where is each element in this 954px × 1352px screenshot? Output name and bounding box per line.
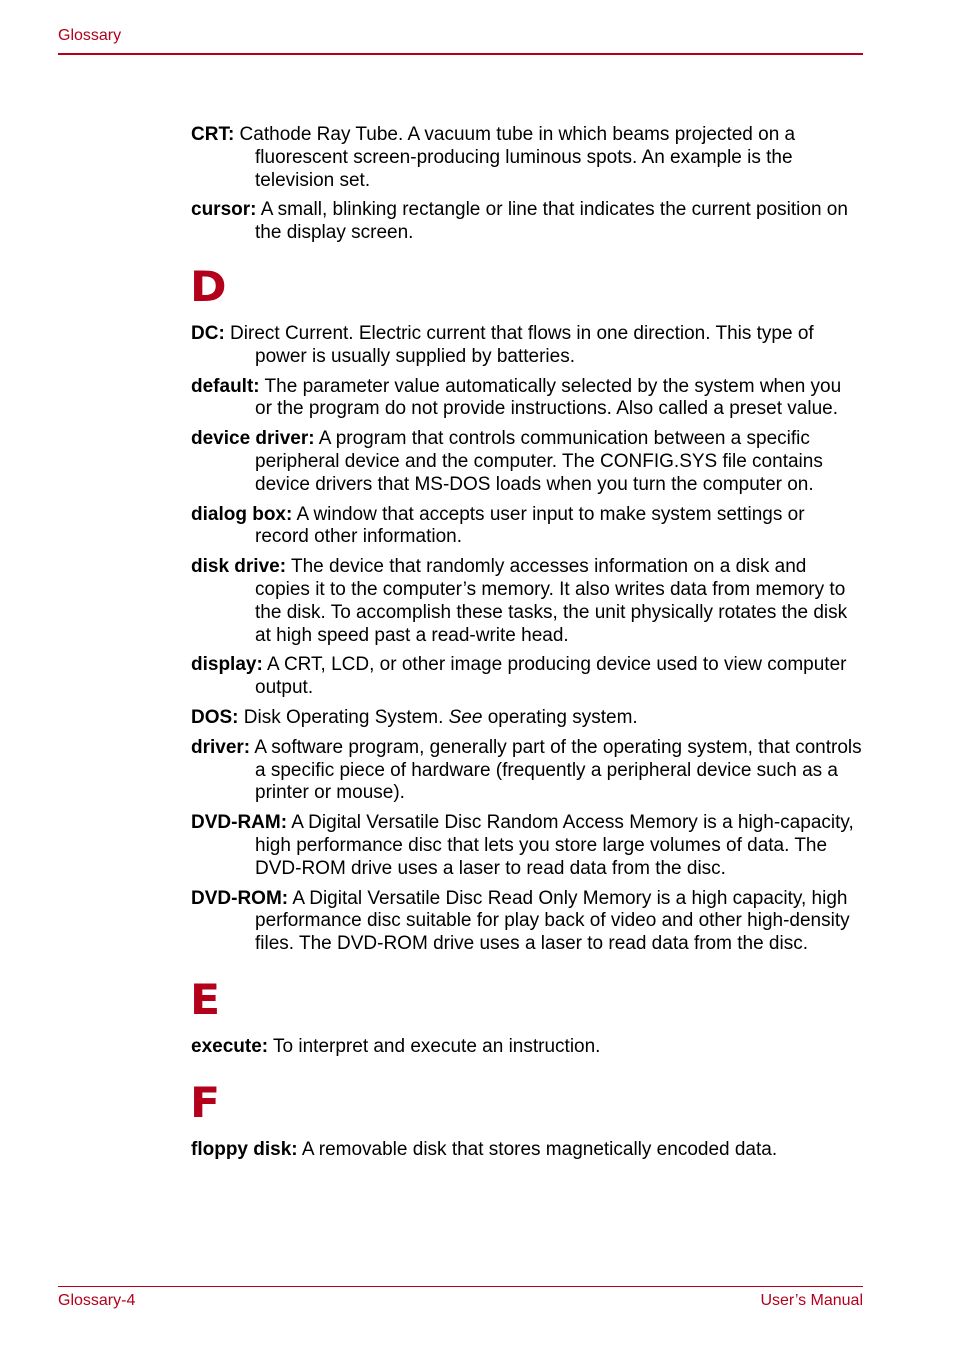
glossary-entry-display	[191, 654, 863, 700]
footer-rule	[58, 1286, 863, 1287]
section-letter-d: D	[190, 261, 227, 311]
glossary-entry-disk-drive	[191, 556, 863, 647]
glossary-definition: Direct Current. Electric current that flows in one direction. This type of power is usually supplied by batteries.	[224, 322, 814, 367]
glossary-term: dialog box:	[191, 503, 293, 525]
glossary-term: DVD-ROM:	[191, 887, 289, 909]
glossary-definition: A small, blinking rectangle or line that indicates the current position on the display screen.	[255, 199, 848, 244]
header-rule	[58, 53, 863, 55]
glossary-entry-floppy-disk	[191, 1139, 863, 1162]
glossary-entry-execute	[191, 1036, 863, 1059]
footer-page-number: Glossary-4	[58, 1292, 136, 1309]
glossary-definition: A software program, generally part of the operating system, that controls a specific piece of hardware (frequently a peripheral device such as a printer or mouse).	[250, 736, 862, 804]
glossary-definition: To interpret and execute an instruction.	[268, 1035, 601, 1057]
glossary-term: CRT:	[191, 124, 235, 145]
glossary-definition: A Digital Versatile Disc Random Access Memory is a high-capacity, high performance disc that lets you store large volumes of data. The DVD-ROM drive uses a laser to read data from the disc.	[255, 812, 854, 879]
glossary-entry-dos	[191, 707, 863, 730]
glossary-definition: Cathode Ray Tube. A vacuum tube in which beams projected on a fluorescent screen-producing luminous spots. An example is the television set.	[234, 124, 796, 191]
glossary-term: execute:	[191, 1035, 269, 1057]
glossary-content	[191, 124, 863, 1169]
glossary-entry-crt	[191, 124, 863, 192]
glossary-definition: A program that controls communication between a specific peripheral device and the computer. The CONFIG.SYS file contains device drivers that MS-DOS loads when you turn the computer on.	[255, 428, 823, 495]
glossary-term: default:	[191, 375, 260, 397]
glossary-definition: Disk Operating System.	[238, 706, 449, 728]
glossary-term: DVD-RAM:	[191, 812, 288, 834]
glossary-term: disk drive:	[191, 556, 287, 578]
glossary-entry-dvd-rom	[191, 888, 863, 956]
glossary-entry-dc	[191, 323, 863, 369]
glossary-definition: A CRT, LCD, or other image producing device used to view computer output.	[255, 654, 847, 699]
glossary-term: display:	[191, 654, 263, 676]
see-reference: See	[448, 706, 483, 728]
glossary-definition: The parameter value automatically selected by the system when you or the program do not provide instructions. Also called a preset value.	[255, 375, 842, 420]
glossary-term: floppy disk:	[191, 1138, 298, 1160]
glossary-entry-dvd-ram	[191, 812, 863, 880]
glossary-definition: The device that randomly accesses information on a disk and copies it to the computer’s memory. It also writes data from memory to the disk. To accomplish these tasks, the unit physically rotates the disk at high speed past a read-write head.	[255, 556, 848, 646]
glossary-entry-default	[191, 376, 863, 422]
glossary-definition: A window that accepts user input to make system settings or record other information.	[255, 503, 805, 548]
glossary-definition: A Digital Versatile Disc Read Only Memory is a high capacity, high performance disc suitable for play back of video and other high-density files. The DVD-ROM drive uses a laser to read data from the disc.	[255, 887, 850, 955]
glossary-term: DC:	[191, 322, 225, 344]
glossary-entry-driver	[191, 737, 863, 805]
section-letter-e: E	[190, 974, 221, 1024]
glossary-term: cursor:	[191, 199, 257, 221]
glossary-term: device driver:	[191, 428, 315, 450]
glossary-term: DOS:	[191, 706, 239, 728]
glossary-entry-device-driver	[191, 428, 863, 496]
glossary-term: driver:	[191, 736, 251, 758]
glossary-entry-dialog-box	[191, 504, 863, 550]
page-header-title: Glossary	[58, 27, 122, 44]
glossary-definition-after: operating system.	[482, 706, 638, 728]
section-letter-f: F	[190, 1077, 221, 1127]
footer-manual-title: User’s Manual	[760, 1292, 863, 1309]
glossary-entry-cursor	[191, 199, 863, 245]
glossary-definition: A removable disk that stores magnetically encoded data.	[297, 1138, 778, 1160]
